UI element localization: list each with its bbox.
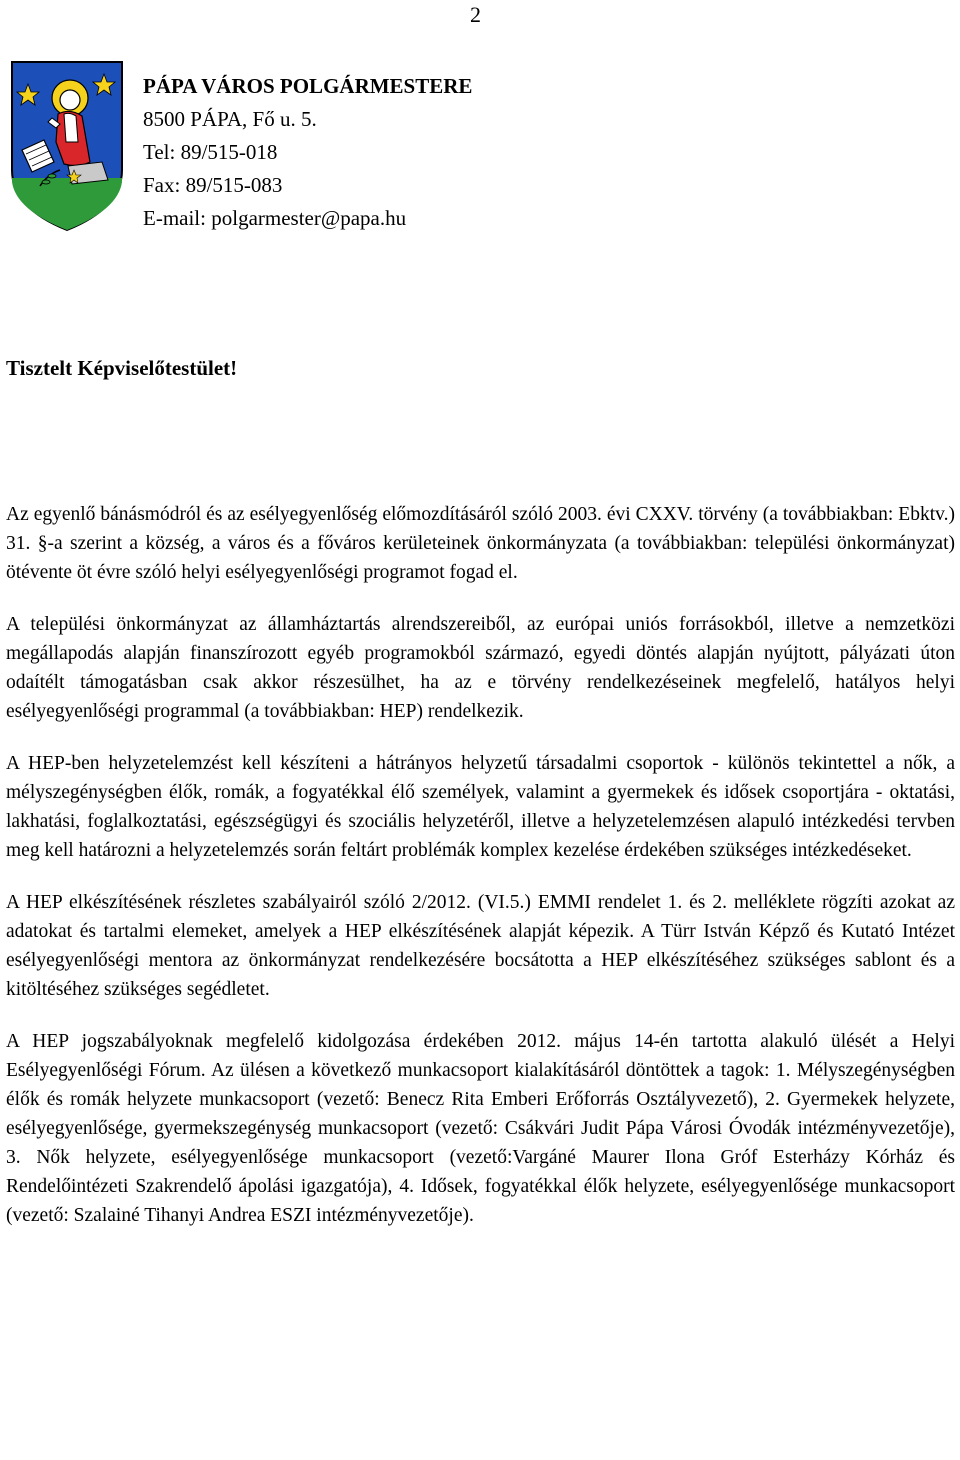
paragraph: A HEP-ben helyzetelemzést kell készíteni a hátrányos helyzetű társadalmi csoportok - különös tekintettel a nők, a mélyszegénységben élők, romák, a fogyatékkal élő személyek, valamint a gyermekek és idősek csoportjára - oktatási, lakhatási, foglalkoztatási, egészségügyi és szociális helyzetéről, illetve a helyzetelemzésen alapuló intézkedési tervben meg kell határozni a helyzetelemzés során feltárt problémák komplex kezelése érdekében szükséges intézkedéseket. — [6, 753, 955, 861]
paragraph: A települési önkormányzat az államháztartás alrendszereiből, az európai uniós forrásokból, illetve a nemzetközi megállapodás alapján finanszírozott egyéb programokból származó, egyedi döntés alapján nyújtott, pályázati úton odaítélt támogatásban csak akkor részesülhet, ha az e törvény rendelkezéseinek megfelelő, hatályos helyi esélyegyenlőségi programmal (a továbbiakban: HEP) rendelkezik. — [6, 614, 955, 722]
mayor-office-name: PÁPA VÁROS POLGÁRMESTERE — [143, 74, 473, 98]
salutation: Tisztelt Képviselőtestület! — [6, 356, 238, 380]
paragraph: A HEP elkészítésének részletes szabályairól szóló 2/2012. (VI.5.) EMMI rendelet 1. és 2. melléklete rögzíti azokat az adatokat és tartalmi elemeket, amelyek a HEP elkészítésének alapját képezik. A Türr István Képző és Kutató Intézet esélyegyenlőségi mentora az önkormányzat rendelkezésére bocsátotta a HEP elkészítéséhez szükséges sablont és a kitöltéséhez szükséges segédletet. — [6, 892, 955, 1000]
email: E-mail: polgarmester@papa.hu — [143, 206, 407, 230]
paragraph: A HEP jogszabályoknak megfelelő kidolgozása érdekében 2012. május 14-én tartotta alakuló ülését a Helyi Esélyegyenlőségi Fórum. Az ülésen a következő munkacsoport kialakításáról döntöttek a tagok: 1. Mélyszegénységben élők és romák helyzete munkacsoport (vezető: Benecz Rita Emberi Erőforrás Osztályvezető), 2. Gyermekek helyzete, esélyegyenlősége, gyermekszegénység munkacsoport (vezető: Csákvári Judit Pápa Városi Óvodák intézményvezetője), 3. Nők helyzete, esélyegyenlősége munkacsoport (vezető:Vargáné Maurer Ilona Gróf Esterházy Kórház és Rendelőintézeti Szakrendelő ápolási igazgatója), 4. Idősek, fogyatékkal élők helyzete, esélyegyenlősége munkacsoport (vezető: Szalainé Tihanyi Andrea ESZI intézményvezetője). — [6, 1031, 955, 1226]
fax: Fax: 89/515-083 — [143, 173, 283, 197]
coat-of-arms-icon — [8, 58, 126, 234]
paragraph: Az egyenlő bánásmódról és az esélyegyenlőség előmozdításáról szóló 2003. évi CXXV. törvény (a továbbiakban: Ebktv.) 31. §-a szerint a község, a város és a főváros kerületeinek önkormányzata (a továbbiakban: települési önkormányzat) ötévente öt évre szóló helyi esélyegyenlőségi programot fogad el. — [6, 504, 955, 583]
letterhead — [143, 70, 472, 235]
address: 8500 PÁPA, Fő u. 5. — [143, 107, 317, 131]
phone: Tel: 89/515-018 — [143, 140, 278, 164]
page-number: 2 — [470, 2, 481, 27]
body-text — [6, 500, 955, 1253]
